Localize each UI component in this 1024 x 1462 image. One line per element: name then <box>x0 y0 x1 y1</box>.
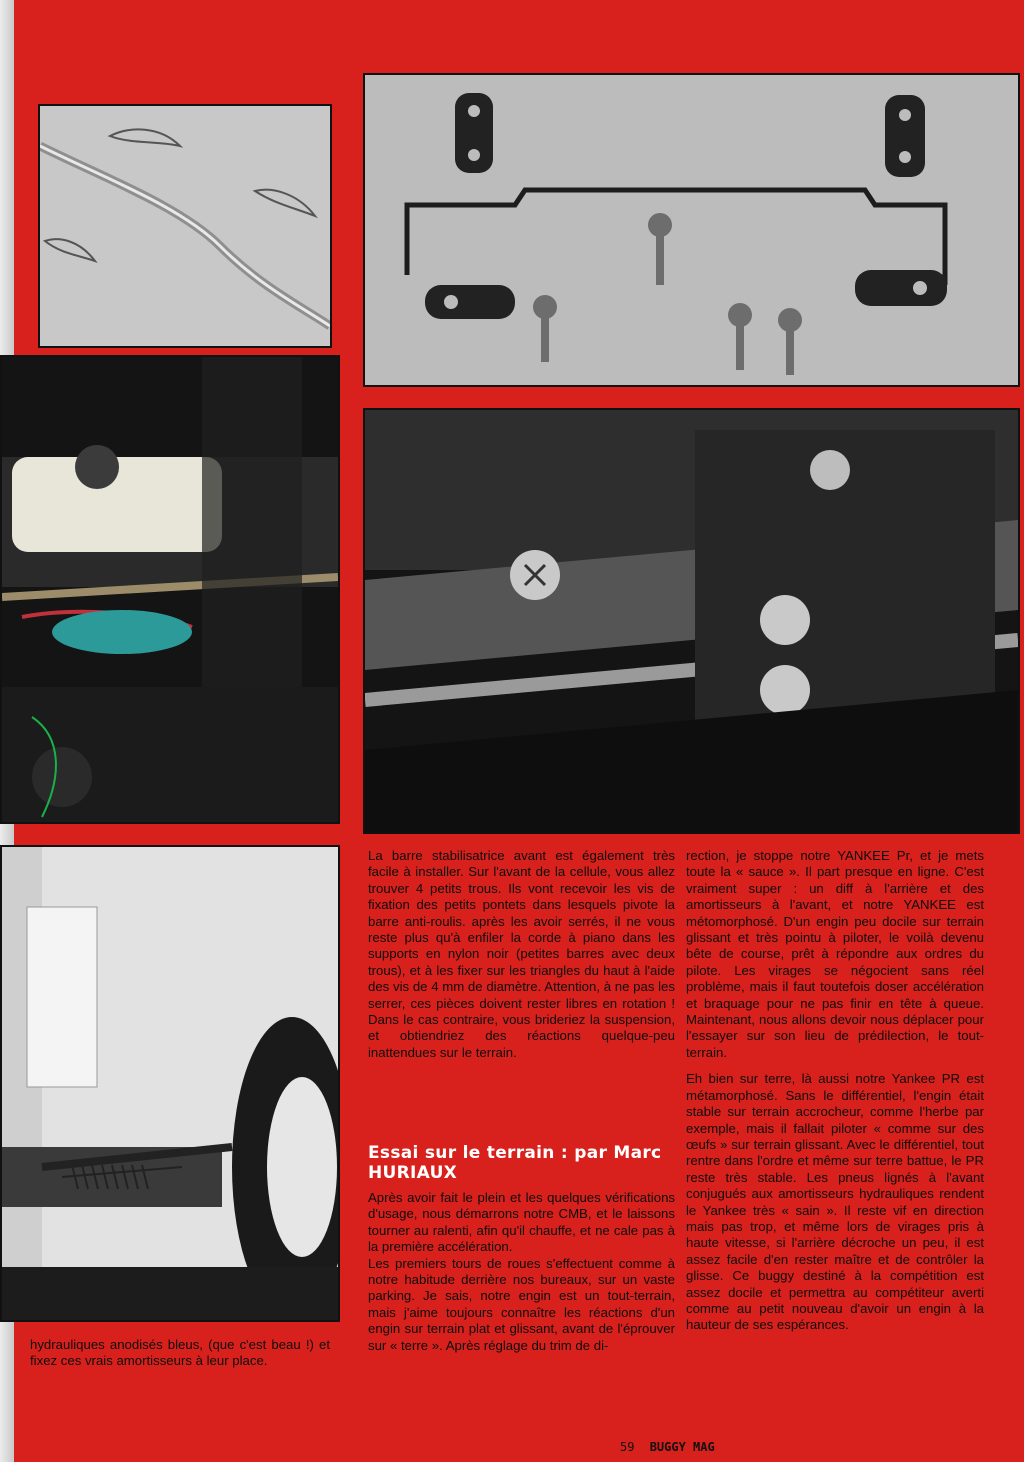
photo-front-suspension <box>0 845 340 1322</box>
photo-stabilizer-parts <box>363 73 1020 387</box>
photo-closeup-pivot <box>363 408 1020 834</box>
intro-paragraph: La barre stabilisatrice avant est également très facile à installer. Sur l'avant de la cellule, vous allez trouver 4 petits trous. Ils vont recevoir les vis de fixation des petits pontets dans lesquels pivote la barre anti-roulis. après les avoir serrés, il ne vous reste plus qu'à enfiler la corde à piano dans les supports en nylon noir (petites barres avec deux trous), et à les fixer sur les triangles du haut à l'aide des vis de 4 mm de diamètre. Attention, à ne pas les serrer, ces pièces doivent rester libres en rotation ! Dans le cas contraire, vous brideriez la suspension, et obtiendriez des réactions quelque-peu inattendues sur le terrain. <box>368 848 675 1060</box>
section-heading: Essai sur le terrain : par Marc HURIAUX <box>368 1143 662 1183</box>
caption-paragraph: hydrauliques anodisés bleus, (que c'est beau !) et fixez ces vrais amortisseurs à leur place. <box>30 1337 330 1369</box>
first-start-paragraph: Après avoir fait le plein et les quelques vérifications d'usage, nous démarrons notre CMB, et le laissons tourner au ralenti, afin qu'il chauffe, et ne cale pas à la première accélération. <box>368 1190 675 1255</box>
footer <box>620 1440 715 1454</box>
first-laps-paragraph: Les premiers tours de roues s'effectuent comme à notre habitude derrière nos bureaux, sur un vaste parking. Je sais, notre engin est un tout-terrain, mais j'aime toujours connaître les réactions d'un engin sur terrain plat et glissant, avant de l'éprouver sur « terre ». Après réglage du trim de di- <box>368 1255 675 1353</box>
article-column-1 <box>368 848 675 1067</box>
photo-caption-continuation <box>30 1337 330 1370</box>
article-column-1-lower <box>368 1190 675 1354</box>
photo-chassis-tank <box>0 355 340 824</box>
direction-paragraph: rection, je stoppe notre YANKEE Pr, et je mets toute la « sauce ». Il part presque en ligne. C'est vraiment super : un diff à l'arrière et des amortisseurs à l'avant, et notre YANKEE est métomorphosé. D'un engin peu docile sur terrain glissant et très pointu à piloter, le voilà devenu bête de course, prêt à répondre aux ordres du pilote. Les virages se négocient sans réel problème, mais il faut toutefois doser accélération et braquage pour ne pas finir en tête à queue. Maintenant, nous allons devoir nous déplacer pour l'essayer sur son lieu de prédilection, le tout-terrain. <box>686 848 984 1060</box>
article-column-2 <box>686 848 984 1334</box>
magazine-name: BUGGY MAG <box>649 1440 715 1454</box>
page-number: 59 <box>620 1440 635 1454</box>
offroad-paragraph: Eh bien sur terre, là aussi notre Yankee PR est métamorphosé. Sans le différentiel, l'engin était stable sur terrain accrocheur, comme l'herbe par exemple, mais il fallait piloter « comme sur des œufs » sur terrain glissant. Avec le différentiel, tout rentre dans l'ordre et même sur terre battue, le PR reste très stable. Les pneus lignés à l'avant conjugués aux amortisseurs hydrauliques rendent le Yankee très « sain ». Il reste vif en direction mais pas trop, et même lors de virages pris à haute vitesse, si l'arrière décroche un peu, il est assez facile d'en rester maître et de contrôler la glisse. Ce buggy destiné à la compétition est assez docile et permettra au compétiteur averti comme au petit nouveau d'avoir un engin à la hauteur de ses espérances. <box>686 1071 984 1333</box>
photo-wire-and-clips <box>38 104 332 348</box>
